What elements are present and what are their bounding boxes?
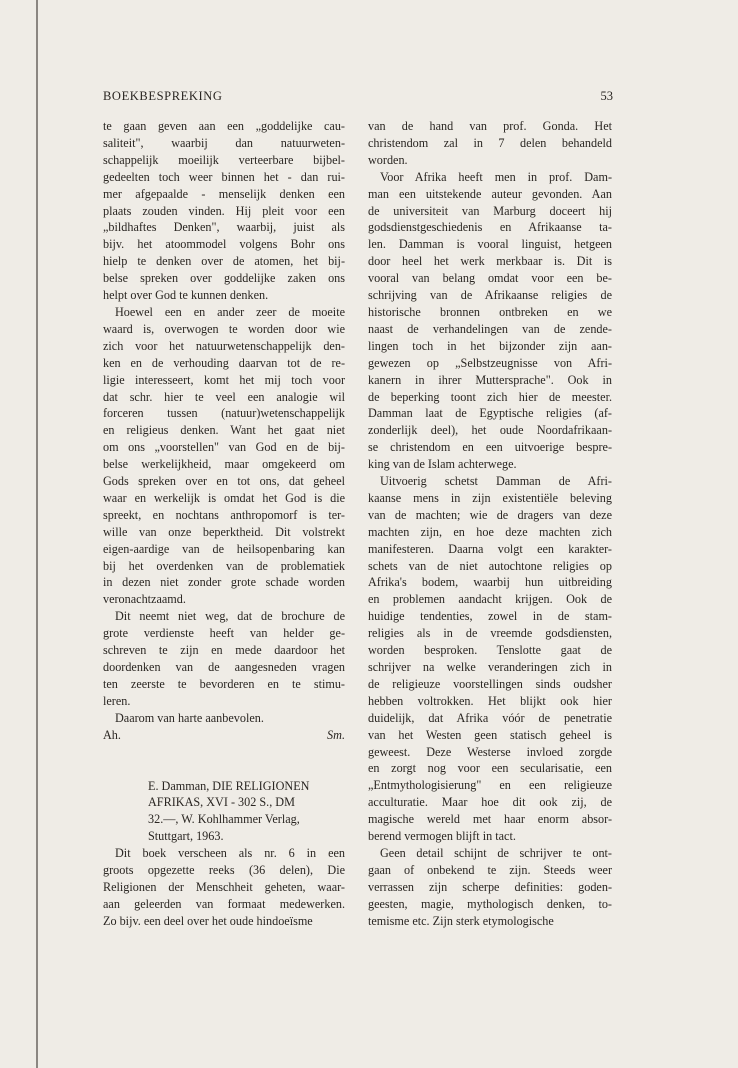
- right-paragraph-3: [368, 473, 612, 845]
- text-line: christendom zal in 7 delen behandeld: [368, 135, 612, 150]
- text-line: Voor Afrika heeft men in prof. Dam-: [380, 169, 612, 184]
- text-line: acculturatie. Maar hoe dit ook zij, de: [368, 795, 612, 810]
- text-line: en religieus denken. Want het gaat niet: [103, 423, 345, 438]
- text-line: Dit boek verscheen als nr. 6 in een: [115, 846, 345, 861]
- text-line: veronachtzaamd.: [103, 592, 186, 607]
- page-number: 53: [600, 89, 613, 103]
- signature-initials: Sm.: [327, 727, 345, 742]
- text-line: om ons „voorstellen" van God en de bij-: [103, 440, 345, 455]
- text-line: magische wereld met haar enorm absor-: [368, 812, 612, 827]
- text-line: godsdienstgeschiedenis en Afrikaanse ta-: [368, 220, 612, 235]
- text-line: bij het overdenken van de problematiek: [103, 558, 345, 573]
- text-line: worden.: [368, 152, 408, 167]
- text-line: ten zeerste te bevorderen en te stimu-: [103, 676, 345, 691]
- text-line: manifesteren. Daarna volgt een karakter-: [368, 541, 612, 556]
- right-paragraph-2: [368, 169, 612, 473]
- text-line: groots opgezette reeks (36 delen), Die: [103, 863, 345, 878]
- text-line: mer afgepaalde - menselijk denken een: [103, 186, 345, 201]
- text-line: van het Westen geen statisch geheel is: [368, 727, 612, 742]
- text-line: religies als in de vreemde godsdiensten,: [368, 626, 612, 641]
- page-header: [103, 89, 613, 107]
- review-signature: [103, 727, 345, 744]
- text-line: belse werkelijkheid, maar omgekeerd om: [103, 457, 345, 472]
- text-line: ken en de verhouding daarvan tot de re-: [103, 355, 345, 370]
- left-column: [103, 118, 345, 930]
- text-line: schets van de niet autochtone religies op: [368, 558, 612, 573]
- text-line: wille van onze beperktheid. Dit volstrekt: [103, 524, 345, 539]
- text-line: door heel het werk merkbaar is. Dit is: [368, 254, 612, 269]
- left-paragraph-1: [103, 118, 345, 304]
- text-line: en zorgt nog voor een secularisatie, een: [368, 761, 612, 776]
- text-line: en problemen aandacht krijgen. Ook de: [368, 592, 612, 607]
- text-line: geweest. Deze Westerse invloed zorgde: [368, 744, 612, 759]
- text-line: bijv. het atoommodel volgens Bohr ons: [103, 237, 345, 252]
- section-gap: [103, 744, 345, 778]
- text-line: de beperking toont zich hier de meester.: [368, 389, 612, 404]
- text-line: belse spreken over goddelijke zaken ons: [103, 271, 345, 286]
- text-line: len. Damman is vooral linguist, hetgeen: [368, 237, 612, 252]
- text-line: verrassen zijn scherpe definities: goden-: [368, 879, 612, 894]
- right-paragraph-1: [368, 118, 612, 169]
- text-line: berend vermogen blijft in tact.: [368, 829, 516, 844]
- text-line: plaats zouden vinden. Hij pleit voor een: [103, 203, 345, 218]
- text-line: kaanse mens in zijn existentiële beleving: [368, 490, 612, 505]
- text-line: spreekt, en nochtans anthropomorf is ter-: [103, 507, 345, 522]
- left-paragraph-3: [103, 608, 345, 709]
- text-line: zich voor het natuurwetenschappelijk den-: [103, 338, 345, 353]
- text-line: naast de verhandelingen van de zende-: [368, 321, 612, 336]
- text-line: vooral van belang omdat voor een be-: [368, 271, 612, 286]
- text-line: Afrika's bodem, waarbij hun uitbreiding: [368, 575, 612, 590]
- text-line: king van de Islam achterwege.: [368, 457, 517, 472]
- text-line: geesten, magie, mythologisch denken, to-: [368, 896, 612, 911]
- text-line: van de hand van prof. Gonda. Het: [368, 119, 612, 133]
- text-line: doordenken van de aangesneden vragen: [103, 660, 345, 674]
- text-line: Hoewel een en ander zeer de moeite: [115, 304, 345, 319]
- text-line: Uitvoerig schetst Damman de Afri-: [380, 474, 612, 489]
- text-line: de religieuze voorstellingen sinds oudsher: [368, 676, 612, 691]
- book-entry-line: E. Damman, DIE RELIGIONEN: [148, 778, 310, 793]
- text-line: hebben voltrokken. Het blijkt ook hier: [368, 693, 612, 708]
- text-line: schreven te zijn en mede daardoor het: [103, 643, 345, 658]
- book-entry: [103, 778, 345, 846]
- signature-place: Ah.: [103, 727, 121, 742]
- right-paragraph-4: [368, 845, 612, 930]
- text-line: historische bronnen ontbreken en we: [368, 304, 612, 319]
- text-line: gewezen op „Selbstzeugnisse von Afri-: [368, 355, 612, 370]
- running-head: BOEKBESPREKING: [103, 89, 223, 103]
- text-line: „bildhaftes Denken", waarbij, juist als: [103, 220, 345, 235]
- text-line: huidige tendenties, zowel in de stam-: [368, 609, 612, 624]
- text-line: helpt over God te kunnen denken.: [103, 288, 269, 303]
- text-line: Dit neemt niet weg, dat de brochure de: [115, 609, 345, 624]
- text-line: man een uitstekende auteur gevonden. Aan: [368, 186, 612, 201]
- left-paragraph-4: [103, 845, 345, 930]
- text-line: lingen toch in het bijzonder zijn aan-: [368, 338, 612, 353]
- page-binding-edge: [36, 0, 38, 1068]
- text-line: worden besproken. Tenslotte gaat de: [368, 643, 612, 658]
- text-line: machten zijn, en hoe deze machten zich: [368, 524, 612, 539]
- text-line: waard is, overwogen te worden door wie: [103, 321, 345, 336]
- text-line: grote verdienste heeft van helder ge-: [103, 626, 345, 641]
- text-line: in dezen niet zonder grote schade worden: [103, 575, 345, 590]
- text-line: „Entmythologisierung" en een religieuze: [368, 778, 612, 793]
- text-line: ligie interesseert, komt het mij toch voor: [103, 372, 345, 387]
- text-line: Zo bijv. een deel over het oude hindoeïsme: [103, 913, 313, 928]
- book-entry-line: AFRIKAS, XVI - 302 S., DM: [148, 795, 295, 810]
- book-entry-line: 32.—, W. Kohlhammer Verlag,: [148, 812, 300, 827]
- right-column: [368, 118, 612, 930]
- text-line: schrijver na welke veranderingen zich in: [368, 660, 612, 674]
- left-paragraph-2: [103, 304, 345, 608]
- text-line: leren.: [103, 693, 131, 708]
- text-line: Geen detail schijnt de schrijver te ont-: [380, 845, 612, 860]
- text-line: hielp te denken over de atomen, het bij-: [103, 254, 345, 269]
- text-line: temisme etc. Zijn sterk etymologische: [368, 913, 554, 928]
- text-line: saliteit", waarbij dan natuurweten-: [103, 135, 345, 150]
- text-line: gaan of onbekend te zijn. Steeds weer: [368, 862, 612, 877]
- text-line: van de machten; wie de dragers van deze: [368, 507, 612, 522]
- text-line: schappelijk moeilijk verteerbare bijbel-: [103, 152, 345, 167]
- text-line: aan geleerden van formaat medewerken.: [103, 896, 345, 911]
- text-line: eigen-aardige van de heilsopenbaring kan: [103, 541, 345, 556]
- text-line: forceren tussen (natuur)wetenschappelijk: [103, 406, 345, 421]
- text-line: de universiteit van Marburg doceert hij: [368, 203, 612, 218]
- text-line: dat schr. hier te veel een analogie wil: [103, 389, 345, 404]
- text-line: kanern in ihrer Muttersprache". Ook in: [368, 372, 612, 387]
- text-line: Gods spreken over en tot ons, dat geheel: [103, 474, 345, 489]
- text-line: te gaan geven aan een „goddelijke cau-: [103, 119, 345, 133]
- text-line: se christendom en een uitvoerige bespre-: [368, 440, 612, 455]
- text-line: duidelijk, dat Afrika vóór de penetratie: [368, 710, 612, 725]
- text-line: waar en werkelijk is omdat het God is die: [103, 490, 345, 505]
- text-line: Religionen der Menschheit geheten, waar-: [103, 879, 345, 894]
- text-line: gedeelten toch weer binnen het - dan rui-: [103, 169, 345, 184]
- closing-line: Daarom van harte aanbevolen.: [115, 710, 264, 725]
- text-line: Damman laat de Egyptische religies (af-: [368, 406, 612, 421]
- text-line: schrijving van de Afrikaanse religies de: [368, 288, 612, 303]
- text-line: zonderlijk deel), het oude Noordafrikaan-: [368, 423, 612, 438]
- book-entry-line: Stuttgart, 1963.: [148, 829, 224, 844]
